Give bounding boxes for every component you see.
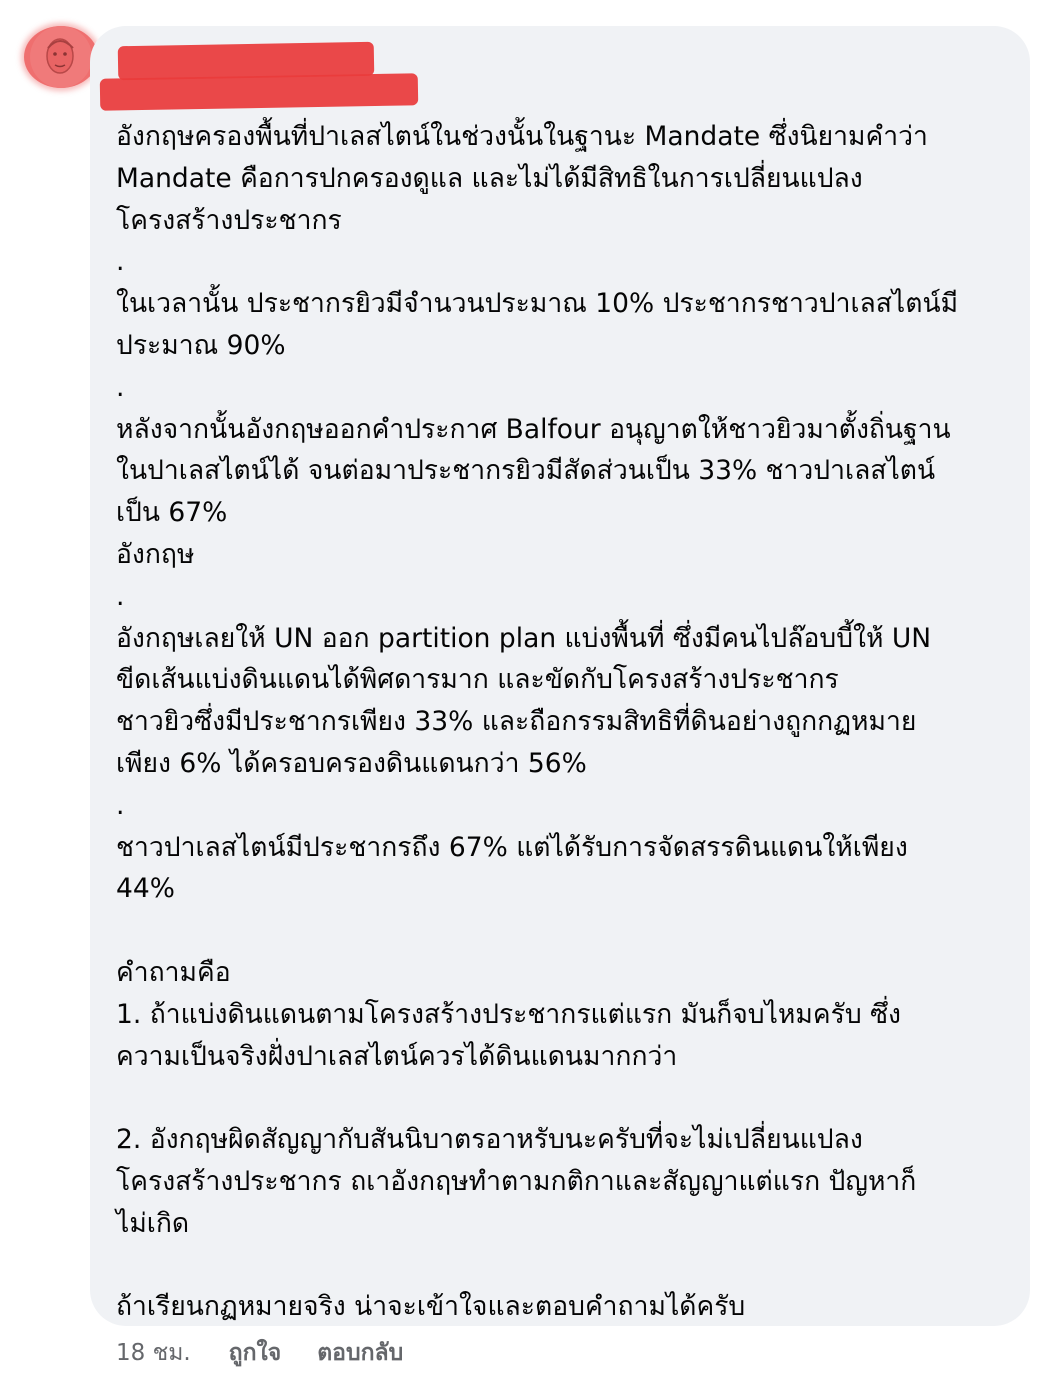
reply-button[interactable]: ตอบกลับ	[317, 1340, 404, 1366]
redacted-author-subtitle	[100, 73, 419, 111]
like-button[interactable]: ถูกใจ	[228, 1340, 282, 1366]
comment-actions	[116, 1336, 403, 1370]
comment-bubble	[90, 26, 1030, 1326]
comment-text: อังกฤษครองพื้นที่ปาเลสไตน์ในช่วงนั้นในฐานะ Mandate ซึ่งนิยามคำว่า Mandate คือการปกครองดูแล และไม่ได้มีสิทธิในการเปลี่ยนแปลง โครงสร้างประชากร . ในเวลานั้น ประชากรยิวมีจำนวนประมาณ 10% ประชากรชาวปาเลสไตน์มี ประมาณ 90% . หลังจากนั้นอังกฤษออกคำประกาศ Balfour อนุญาตให้ชาวยิวมาตั้งถิ่นฐาน ในปาเลสไตน์ได้ จนต่อมาประชากรยิวมีสัดส่วนเป็น 33% ชาวปาเลสไตน์ เป็น 67% อังกฤษ . อังกฤษเลยให้ UN ออก partition plan แบ่งพื้นที่ ซึ่งมีคนไปล๊อบบี้ให้ UN ขีดเส้นแบ่งดินแดนได้พิศดารมาก และขัดกับโครงสร้างประชากร ชาวยิวซึ่งมีประชากรเพียง 33% และถือกรรมสิทธิที่ดินอย่างถูกกฏหมาย เพียง 6% ได้ครอบครองดินแดนกว่า 56% . ชาวปาเลสไตน์มีประชากรถึง 67% แต่ได้รับการจัดสรรดินแดนให้เพียง 44% คำถามคือ 1. ถ้าแบ่งดินแดนตามโครงสร้างประชากรแต่แรก มันก็จบไหมครับ ซึ่ง ความเป็นจริงฝั่งปาเลสไตน์ควรได้ดินแดนมากกว่า 2. อังกฤษผิดสัญญากับสันนิบาตรอาหรับนะครับที่จะไม่เปลี่ยนแปลง โครงสร้างประชากร ถเาอังกฤษทำตามกติกาและสัญญาแต่แรก ปัญหาก็ ไม่เกิด ถ้าเรียนกฏหมายจริง น่าจะเข้าใจและตอบคำถามได้ครับ	[116, 121, 959, 1323]
avatar-face-icon	[24, 26, 98, 88]
comment-timestamp[interactable]: 18 ชม.	[116, 1340, 191, 1366]
commenter-avatar[interactable]	[24, 26, 98, 88]
